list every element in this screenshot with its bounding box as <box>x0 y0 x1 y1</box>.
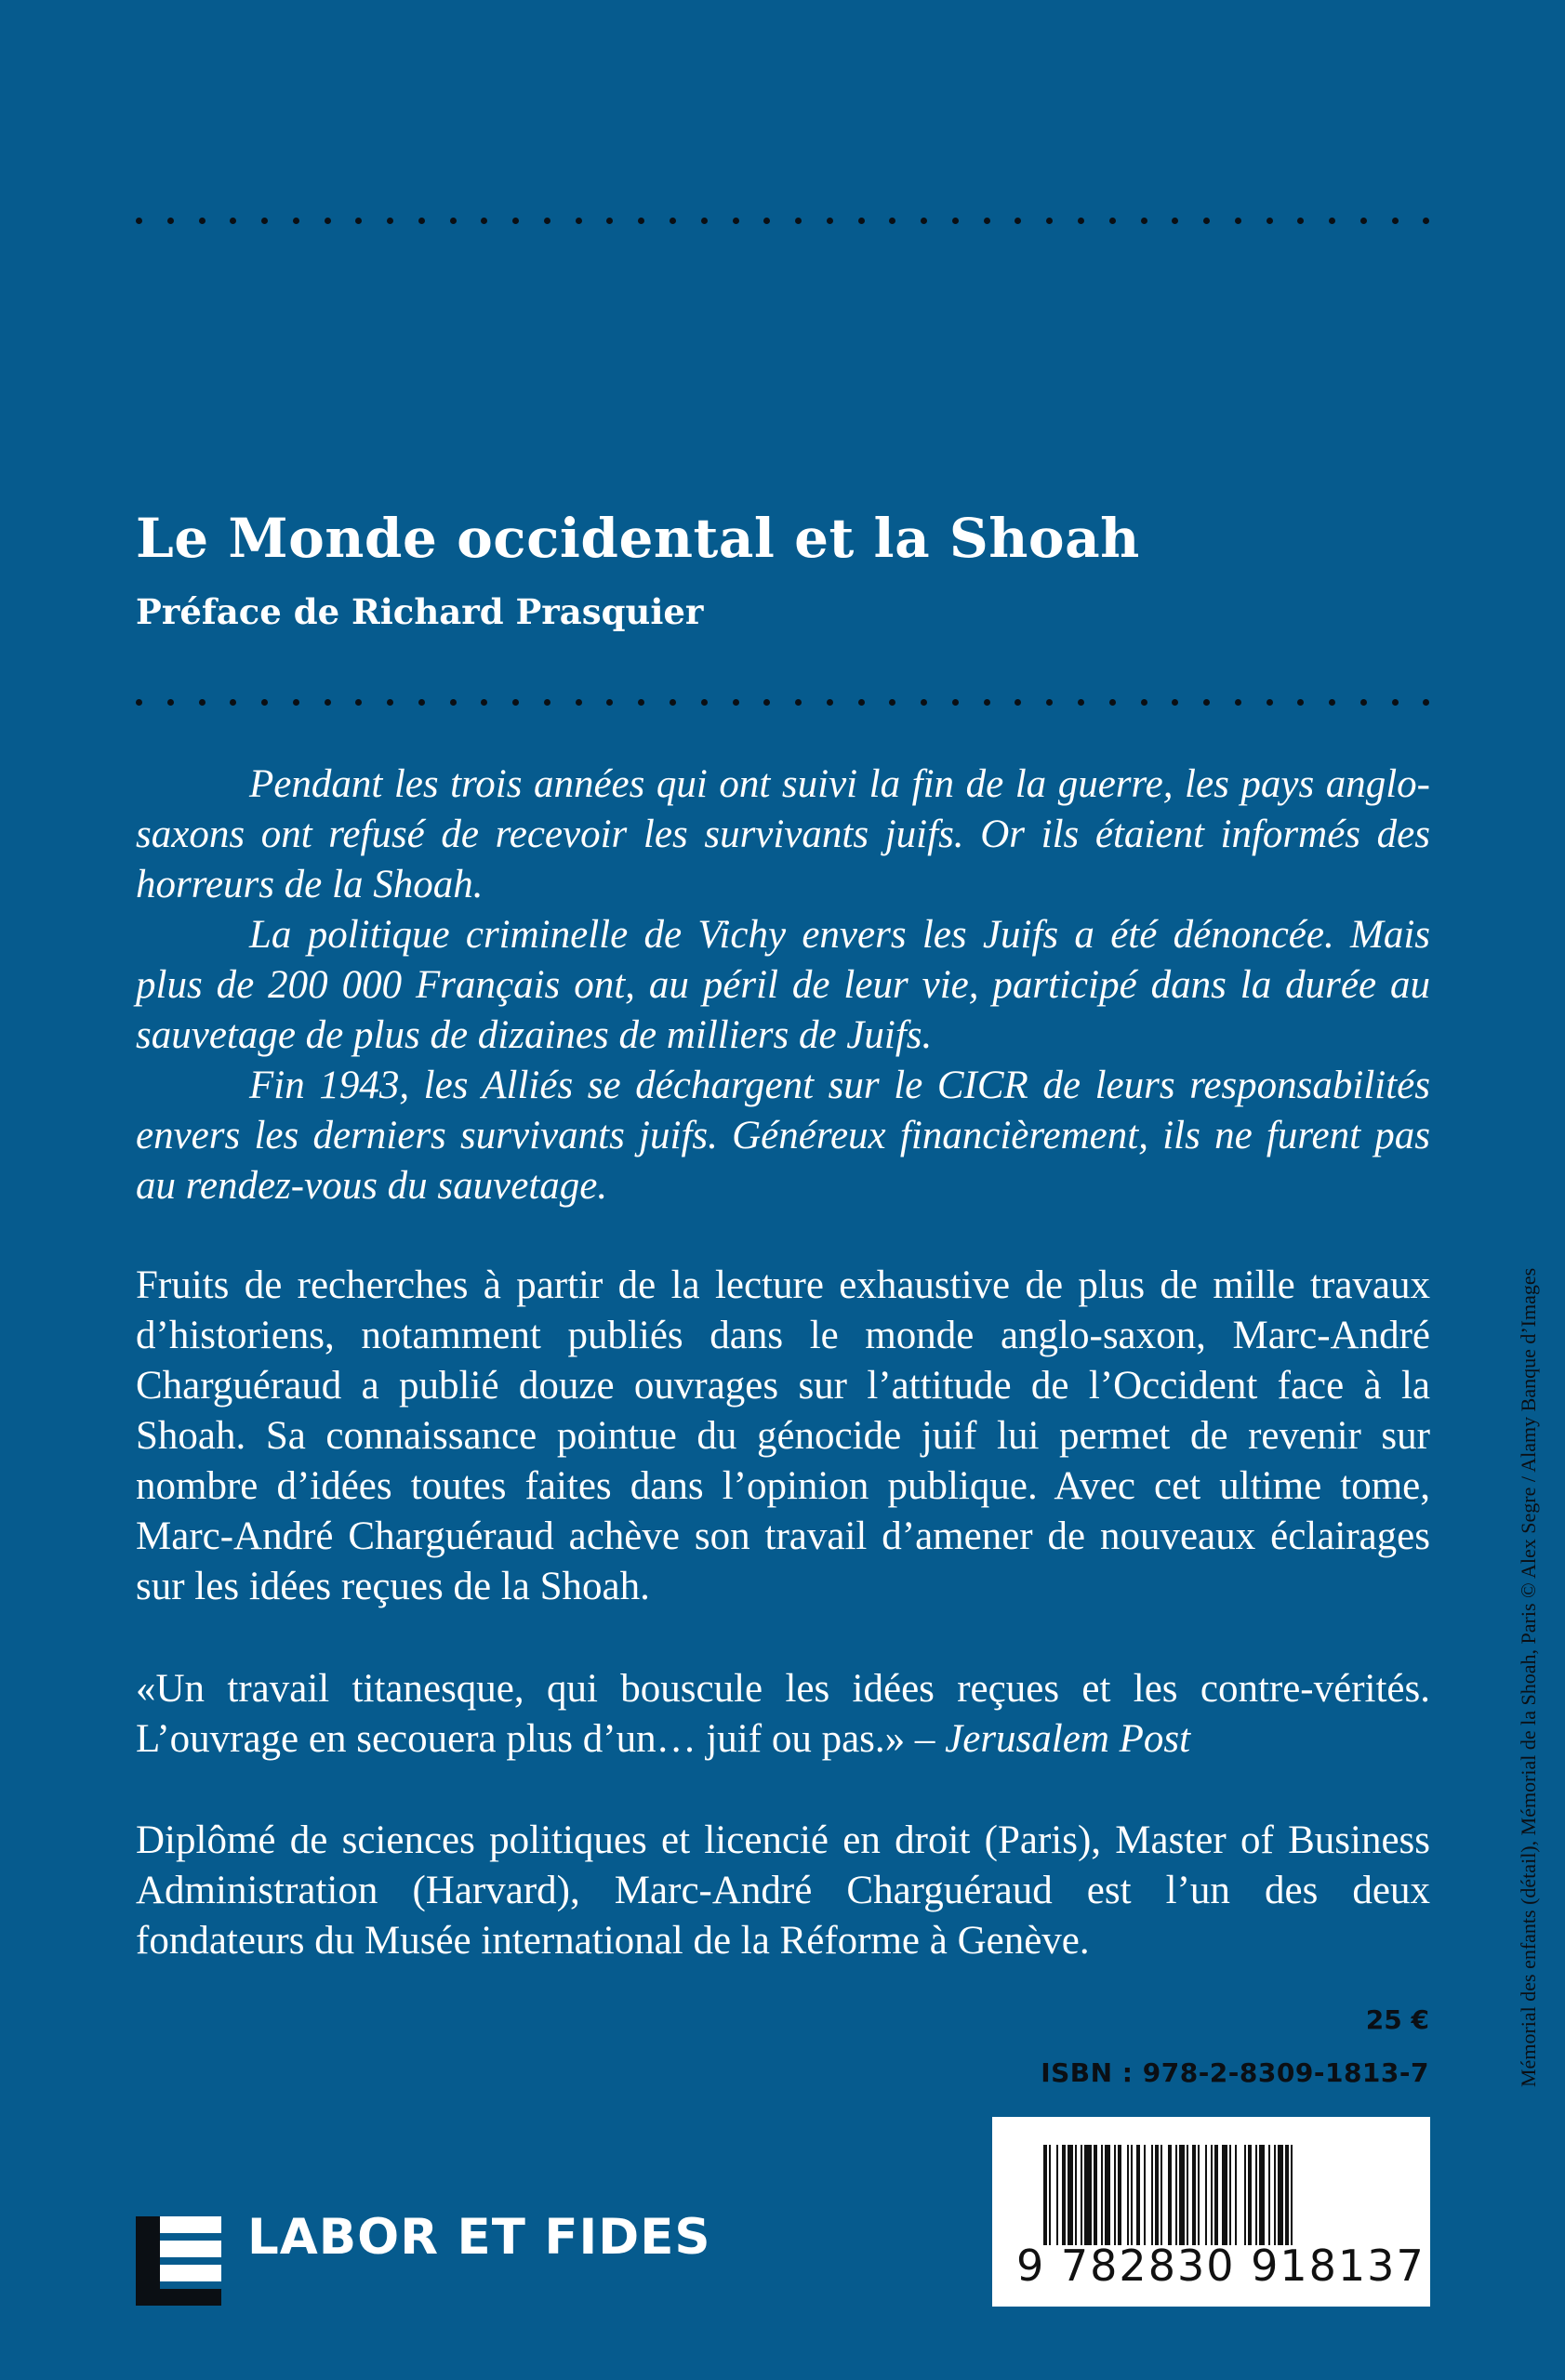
summary-paragraph: La politique criminelle de Vichy envers les Juifs a été dénoncée. Mais plus de 200 000 Français ont, au péril de leur vie, participé dans la durée au sauvetage de plus de dizaines de milliers de Juifs. <box>136 913 1430 1057</box>
divider-dot <box>1015 218 1021 224</box>
divider-dot <box>1423 218 1429 224</box>
divider-dot <box>512 218 519 224</box>
divider-dot <box>387 699 393 706</box>
divider-dot <box>1172 699 1178 706</box>
divider-dot <box>1109 218 1116 224</box>
divider-dot <box>1329 218 1335 224</box>
divider-dot <box>576 218 582 224</box>
divider-dot <box>199 218 206 224</box>
middle-dotted-divider <box>136 697 1430 707</box>
divider-dot <box>1297 218 1304 224</box>
divider-dot <box>889 218 895 224</box>
divider-dot <box>1392 699 1399 706</box>
divider-dot <box>889 699 895 706</box>
divider-dot <box>1046 218 1053 224</box>
divider-dot <box>1235 699 1241 706</box>
divider-dot <box>293 699 299 706</box>
divider-dot <box>261 699 268 706</box>
divider-dot <box>952 699 959 706</box>
divider-dot <box>701 699 708 706</box>
barcode <box>992 2117 1430 2307</box>
summary-block <box>136 760 1430 1211</box>
divider-dot <box>827 218 833 224</box>
press-quote <box>136 1664 1430 1765</box>
divider-dot <box>1329 699 1335 706</box>
divider-dot <box>921 699 927 706</box>
divider-dot <box>1172 218 1178 224</box>
bio-paragraph: Diplômé de sciences politiques et licencié en droit (Paris), Master of Business Administration (Harvard), Marc-André Charguéraud est l’un des deux fondateurs du Musée international de la Réforme à Genève. <box>136 1818 1430 1963</box>
divider-dot <box>544 218 550 224</box>
photo-credit: Mémorial des enfants (détail), Mémorial de la Shoah, Paris © Alex Segre / Alamy Banque d’Images <box>1517 1267 1540 2087</box>
divider-dot <box>638 699 644 706</box>
divider-dot <box>733 699 739 706</box>
divider-dot <box>1141 699 1147 706</box>
quote-text: «Un travail titanesque, qui bouscule les idées reçues et les contre-vérités. L’ouvrage en secouera plus d’un… juif ou pas.» – <box>136 1667 1430 1761</box>
book-subtitle: Préface de Richard Prasquier <box>136 591 704 632</box>
divider-dot <box>984 218 990 224</box>
divider-dot <box>1267 218 1273 224</box>
divider-dot <box>1203 218 1210 224</box>
publisher-logo-icon <box>136 2216 221 2306</box>
divider-dot <box>858 218 865 224</box>
price-label: 25 € <box>1365 2004 1429 2035</box>
divider-dot <box>984 699 990 706</box>
divider-dot <box>1423 699 1429 706</box>
divider-dot <box>325 699 331 706</box>
divider-dot <box>167 699 174 706</box>
divider-dot <box>576 699 582 706</box>
divider-dot <box>1360 218 1367 224</box>
divider-dot <box>1078 218 1084 224</box>
top-dotted-divider <box>136 216 1430 225</box>
divider-dot <box>1360 699 1367 706</box>
divider-dot <box>355 699 362 706</box>
divider-dot <box>261 218 268 224</box>
publisher-name: LABOR ET FIDES <box>247 2209 711 2266</box>
divider-dot <box>325 218 331 224</box>
quote-source: Jerusalem Post <box>945 1717 1191 1761</box>
divider-dot <box>230 699 236 706</box>
description-block <box>136 1261 1430 1612</box>
description-paragraph: Fruits de recherches à partir de la lecture exhaustive de plus de mille travaux d’historiens, notamment publiés dans le monde anglo-saxon, Marc-André Charguéraud a publié douze ouvrages sur l’attitude de l’Occident face à la Shoah. Sa connaissance pointue du génocide juif lui permet de revenir sur nombre d’idées toutes faites dans l’opinion publique. Avec cet ultime tome, Marc-André Charguéraud achève son travail d’amener de nouveaux éclairages sur les idées reçues de la Shoah. <box>136 1263 1430 1608</box>
divider-dot <box>199 699 206 706</box>
barcode-bars-icon <box>1043 2145 1380 2245</box>
isbn-label: ISBN : 978-2-8309-1813-7 <box>1041 2057 1429 2088</box>
divider-dot <box>230 218 236 224</box>
summary-paragraph: Fin 1943, les Alliés se déchargent sur le CICR de leurs responsabilités envers les derniers survivants juifs. Généreux financièrement, ils ne furent pas au rendez-vous du sauvetage. <box>136 1064 1430 1208</box>
divider-dot <box>136 699 142 706</box>
divider-dot <box>418 699 425 706</box>
divider-dot <box>921 218 927 224</box>
divider-dot <box>1015 699 1021 706</box>
divider-dot <box>512 699 519 706</box>
divider-dot <box>1297 699 1304 706</box>
author-bio <box>136 1816 1430 1966</box>
divider-dot <box>1141 218 1147 224</box>
divider-dot <box>450 699 457 706</box>
divider-dot <box>481 699 487 706</box>
divider-dot <box>763 218 770 224</box>
summary-paragraph: Pendant les trois années qui ont suivi la fin de la guerre, les pays anglo-saxons ont refusé de recevoir les survivants juifs. Or ils étaient informés des horreurs de la Shoah. <box>136 762 1430 906</box>
divider-dot <box>606 699 613 706</box>
divider-dot <box>167 218 174 224</box>
divider-dot <box>701 218 708 224</box>
divider-dot <box>136 218 142 224</box>
divider-dot <box>544 699 550 706</box>
barcode-digits: 9 782830 918137 <box>1016 2241 1426 2291</box>
divider-dot <box>827 699 833 706</box>
divider-dot <box>606 218 613 224</box>
divider-dot <box>1267 699 1273 706</box>
divider-dot <box>795 699 802 706</box>
divider-dot <box>293 218 299 224</box>
book-title: Le Monde occidental et la Shoah <box>136 507 1140 570</box>
divider-dot <box>1109 699 1116 706</box>
divider-dot <box>450 218 457 224</box>
divider-dot <box>355 218 362 224</box>
divider-dot <box>1235 218 1241 224</box>
divider-dot <box>763 699 770 706</box>
divider-dot <box>418 218 425 224</box>
divider-dot <box>387 218 393 224</box>
divider-dot <box>670 699 676 706</box>
divider-dot <box>858 699 865 706</box>
divider-dot <box>952 218 959 224</box>
divider-dot <box>638 218 644 224</box>
divider-dot <box>670 218 676 224</box>
divider-dot <box>1203 699 1210 706</box>
divider-dot <box>481 218 487 224</box>
divider-dot <box>795 218 802 224</box>
divider-dot <box>1078 699 1084 706</box>
divider-dot <box>1392 218 1399 224</box>
divider-dot <box>1046 699 1053 706</box>
divider-dot <box>733 218 739 224</box>
